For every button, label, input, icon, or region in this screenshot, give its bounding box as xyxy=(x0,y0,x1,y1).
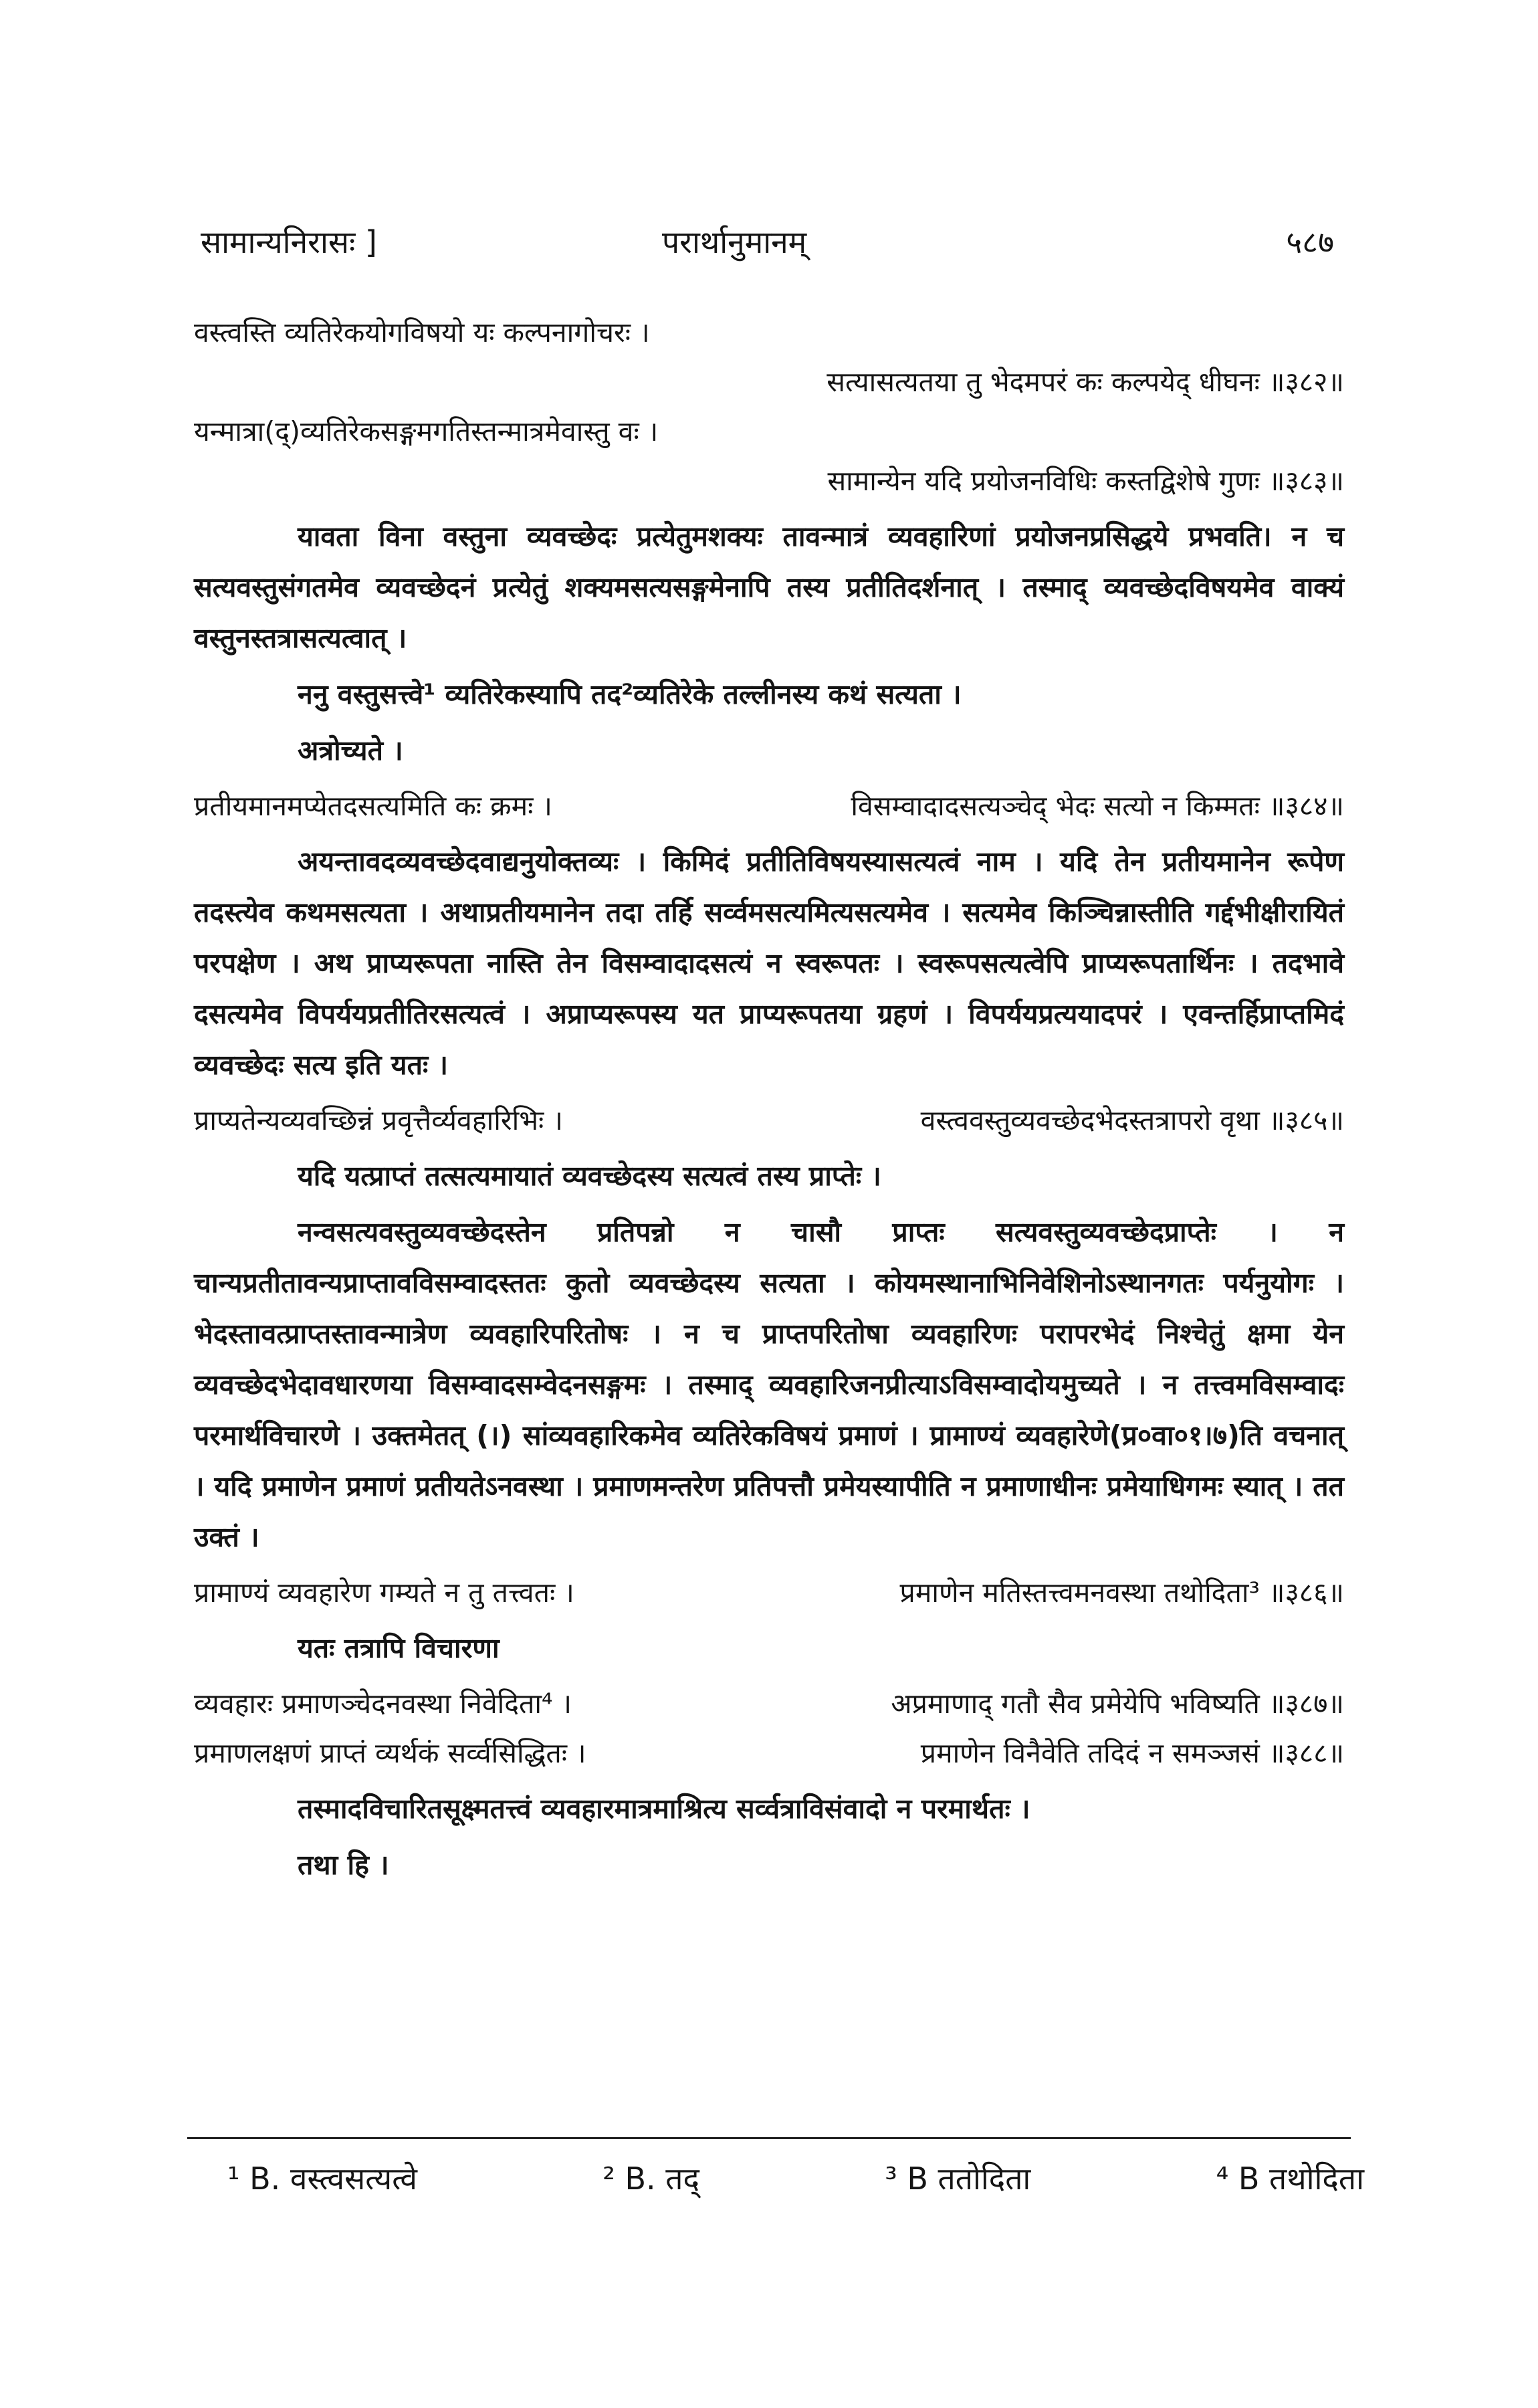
verse-half: अप्रमाणाद् गतौ सैव प्रमेयेपि भविष्यति ॥३८७॥ xyxy=(891,1688,1344,1720)
footnote-divider xyxy=(187,2137,1351,2139)
verse-block xyxy=(194,781,1344,831)
verse-line: सामान्येन यदि प्रयोजनविधिः कस्तद्विशेषे गुणः ॥३८३॥ xyxy=(827,465,1344,497)
commentary-paragraph: यावता विना वस्तुना व्यवच्छेदः प्रत्येतुमशक्यः तावन्मात्रं व्यवहारिणां प्रयोजनप्रसिद्धये प्रभवति। न च सत्यवस्तुसंगतमेव व्यवच्छेदनं प्रत्येतुं शक्यमसत्यसङ्गमेनापि तस्य प्रतीतिदर्शनात् । तस्माद् व्यवच्छेदविषयमेव वाक्यं वस्तुनस्तत्रासत्यत्वात् । xyxy=(194,520,1344,654)
verse-half: प्राप्यतेन्यव्यवच्छिन्नं प्रवृत्तैर्व्यवहारिभिः । xyxy=(194,1104,563,1136)
commentary-paragraph: तथा हि । xyxy=(298,1849,389,1881)
verse-block xyxy=(194,1096,1344,1145)
commentary-paragraph: नन्वसत्यवस्तुव्यवच्छेदस्तेन प्रतिपन्नो न चासौ प्राप्तः सत्यवस्तुव्यवच्छेदप्राप्तेः । न चान्यप्रतीतावन्यप्राप्तावविसम्वादस्ततः कुतो व्यवच्छेदस्य सत्यता । कोयमस्थानाभिनिवेशिनोऽस्थानगतः पर्यनुयोगः । भेदस्तावत्प्राप्तस्तावन्मात्रेण व्यवहारिपरितोषः । न च प्राप्तपरितोषा व्यवहारिणः परापरभेदं निश्चेतुं क्षमा येन व्यवच्छेदभेदावधारणया विसम्वादसम्वेदनसङ्गमः । तस्माद् व्यवहारिजनप्रीत्याऽविसम्वादोयमुच्यते । न तत्त्वमविसम्वादः परमार्थविचारणे । उक्तमेतत् (।) सांव्यवहारिकमेव व्यतिरेकविषयं प्रमाणं । प्रामाण्यं व्यवहारेणे(प्र०वा०१।७)ति वचनात् । यदि प्रमाणेन प्रमाणं प्रतीयतेऽनवस्था । प्रमाणमन्तरेण प्रतिपत्तौ प्रमेयस्यापीति न प्रमाणाधीनः प्रमेयाधिगमः स्यात् । तत उक्तं । xyxy=(194,1216,1344,1553)
verse-half: प्रमाणेन मतिस्तत्त्वमनवस्था तथोदिता³ ॥३८६॥ xyxy=(899,1577,1344,1609)
verse-half: प्रतीयमानमप्येतदसत्यमिति कः क्रमः । xyxy=(194,790,552,822)
running-header xyxy=(0,221,1538,281)
verse-line: सत्यासत्यतया तु भेदमपरं कः कल्पयेद् धीघनः ॥३८२॥ xyxy=(827,366,1344,398)
verse-half: प्रमाणलक्षणं प्राप्तं व्यर्थकं सर्व्वसिद्धितः । xyxy=(194,1737,586,1769)
verse-line: यन्मात्रा(द्)व्यतिरेकसङ्गमगतिस्तन्मात्रमेवास्तु वः । xyxy=(194,415,659,447)
commentary-paragraph: तस्मादविचारितसूक्ष्मतत्त्वं व्यवहारमात्रमाश्रित्य सर्व्वत्राविसंवादो न परमार्थतः । xyxy=(298,1793,1030,1825)
verse-half: प्रमाणेन विनैवेति तदिदं न समञ्जसं ॥३८८॥ xyxy=(920,1737,1344,1769)
commentary-paragraph: यतः तत्रापि विचारणा xyxy=(298,1632,500,1664)
footnote-4: ⁴ B तथोदिता xyxy=(1216,2161,1364,2197)
commentary-paragraph: अयन्तावदव्यवच्छेदवाद्यनुयोक्तव्यः । किमिदं प्रतीतिविषयस्यासत्यत्वं नाम । यदि तेन प्रतीयमानेन रूपेण तदस्त्येव कथमसत्यता । अथाप्रतीयमानेन तदा तर्हि सर्व्वमसत्यमित्यसत्यमेव । सत्यमेव किञ्चिन्नास्तीति गर्द्दभीक्षीरायितं परपक्षेण । अथ प्राप्यरूपता नास्ति तेन विसम्वादादसत्यं न स्वरूपतः । स्वरूपसत्यत्वेपि प्राप्यरूपतार्थिनः । तदभावे दसत्यमेव विपर्ययप्रतीतिरसत्यत्वं । अप्राप्यरूपस्य यत प्राप्यरूपतया ग्रहणं । विपर्ययप्रत्ययादपरं । एवन्तर्हिप्राप्तमिदं व्यवच्छेदः सत्य इति यतः । xyxy=(194,845,1344,1081)
verse-half: विसम्वादादसत्यञ्चेद् भेदः सत्यो न किम्मतः ॥३८४॥ xyxy=(851,790,1344,822)
footnotes xyxy=(227,2157,1364,2199)
verse-block xyxy=(194,407,1344,506)
header-section-title: सामान्यनिरासः ] xyxy=(201,224,377,260)
page-body xyxy=(194,308,1344,1896)
commentary-paragraph: ननु वस्तुसत्त्वे¹ व्यतिरेकस्यापि तद²व्यतिरेके तल्लीनस्य कथं सत्यता । xyxy=(298,678,962,710)
header-chapter-title: परार्थानुमानम् xyxy=(662,224,807,260)
footnote-1: ¹ B. वस्त्वसत्यत्वे xyxy=(227,2161,417,2197)
page-number: ५८७ xyxy=(1286,224,1334,260)
verse-block xyxy=(194,1679,1344,1728)
footnote-3: ³ B ततोदिता xyxy=(885,2161,1031,2197)
verse-half: प्रामाण्यं व्यवहारेण गम्यते न तु तत्त्वतः । xyxy=(194,1577,574,1609)
verse-block xyxy=(194,1568,1344,1617)
footnote-2: ² B. तद् xyxy=(602,2161,699,2197)
verse-block xyxy=(194,308,1344,407)
verse-block xyxy=(194,1728,1344,1778)
verse-half: व्यवहारः प्रमाणञ्चेदनवस्था निवेदिता⁴ । xyxy=(194,1688,572,1720)
commentary-paragraph: अत्रोच्यते । xyxy=(298,734,403,767)
commentary-paragraph: यदि यत्प्राप्तं तत्सत्यमायातं व्यवच्छेदस्य सत्यत्वं तस्य प्राप्तेः । xyxy=(298,1160,881,1192)
verse-line: वस्त्वस्ति व्यतिरेकयोगविषयो यः कल्पनागोचरः । xyxy=(194,316,650,348)
verse-half: वस्त्ववस्तुव्यवच्छेदभेदस्तत्रापरो वृथा ॥३८५॥ xyxy=(920,1104,1344,1136)
